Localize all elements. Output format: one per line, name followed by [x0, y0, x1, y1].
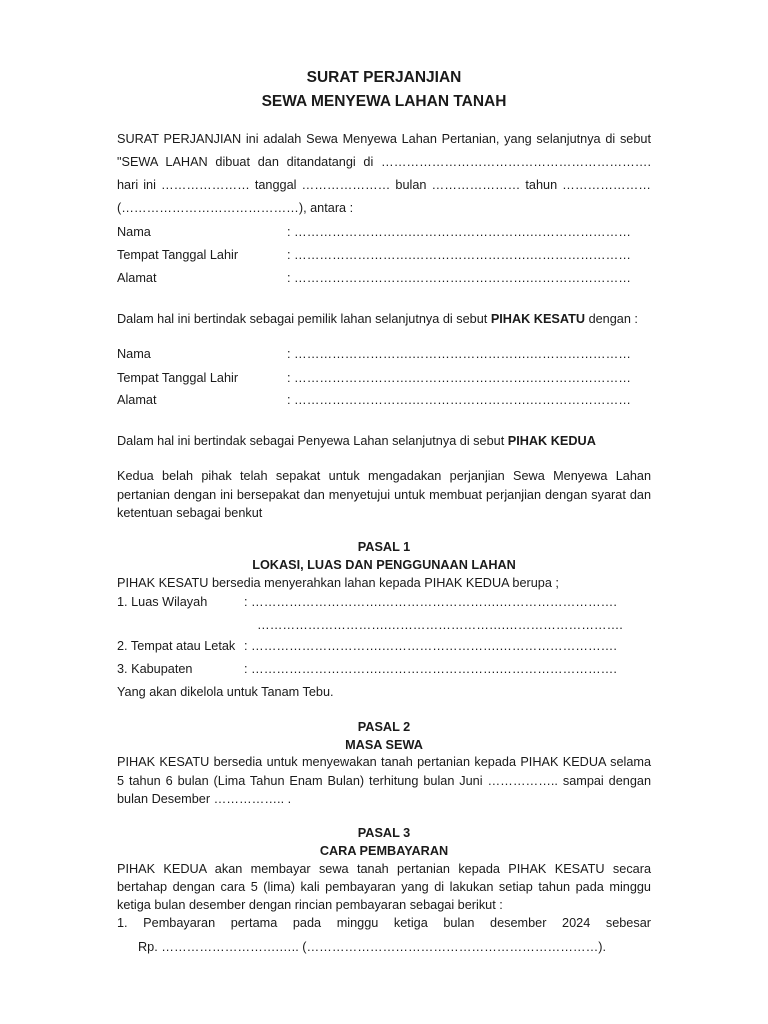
pasal1-intro: PIHAK KESATU bersedia menyerahkan lahan kepada PIHAK KEDUA berupa ;: [117, 576, 559, 590]
pihak-kedua-label: PIHAK KEDUA: [507, 434, 596, 448]
pasal1-item1-label: 1. Luas Wilayah: [117, 595, 208, 609]
agreement-line: pertanian dengan ini bersepakat dan menyetujui untuk membuat perjanjian dengan syarat dan: [117, 488, 651, 502]
document-subtitle: SEWA MENYEWA LAHAN TANAH: [261, 93, 507, 110]
party1-nama-label: Nama: [117, 225, 151, 239]
pasal3-heading: CARA PEMBAYARAN: [319, 844, 449, 858]
pasal3-item1: 1. Pembayaran pertama pada minggu ketiga bulan desember 2024 sebesar: [117, 916, 651, 930]
pasal3-number: PASAL 3: [357, 826, 411, 840]
pasal1-item3-value: : ………………………….……………………….……………………….: [244, 662, 617, 676]
pasal3-line: ketiga bulan desember dengan rincian pembayaran sebagai berikut :: [117, 898, 503, 912]
pasal1-item1-continuation: ………………………….……………………….……………………….: [257, 618, 623, 632]
pasal3-line: bertahap dengan cara 5 (lima) kali pembayaran yang di lakukan setiap tahun pada minggu: [117, 880, 651, 894]
party2-alamat-label: Alamat: [117, 393, 157, 407]
party2-ttl-value: : ……………………….……………………….……………………: [287, 371, 631, 385]
pasal2-number: PASAL 2: [357, 720, 411, 734]
party1-ttl-label: Tempat Tanggal Lahir: [117, 248, 239, 262]
party2-role-statement: Dalam hal ini bertindak sebagai Penyewa Lahan selanjutnya di sebut PIHAK KEDUA: [117, 434, 596, 448]
party1-alamat-value: : ……………………….……………………….……………………: [287, 271, 631, 285]
pasal1-heading: LOKASI, LUAS DAN PENGGUNAAN LAHAN: [252, 558, 516, 572]
agreement-line: Kedua belah pihak telah sepakat untuk mengadakan perjanjian Sewa Menyewa Lahan: [117, 469, 651, 483]
party2-nama-label: Nama: [117, 347, 151, 361]
pasal1-item3-label: 3. Kabupaten: [117, 662, 193, 676]
pasal3-line: PIHAK KEDUA akan membayar sewa tanah pertanian kepada PIHAK KESATU secara: [117, 862, 651, 876]
intro-line: (……………………………………), antara :: [117, 201, 354, 215]
pasal1-item2-label: 2. Tempat atau Letak: [117, 639, 236, 653]
party1-nama-value: : ……………………….……………………….……………………: [287, 225, 631, 239]
pasal2-heading: MASA SEWA: [345, 738, 423, 752]
pasal2-line: 5 tahun 6 bulan (Lima Tahun Enam Bulan) terhitung bulan Juni …………….. sampai dengan: [117, 774, 651, 788]
pasal2-line: bulan Desember …………….. .: [117, 792, 292, 806]
pasal1-item2-value: : ………………………….……………………….……………………….: [244, 639, 617, 653]
pasal1-item1-value: : ………………………….……………………….……………………….: [244, 595, 617, 609]
intro-line: hari ini ………………… tanggal ………………… bulan ………………… tahun …………………: [117, 178, 651, 192]
document-title: SURAT PERJANJIAN: [306, 69, 462, 86]
pasal1-number: PASAL 1: [357, 540, 411, 554]
party1-alamat-label: Alamat: [117, 271, 157, 285]
pihak-kesatu-label: PIHAK KESATU: [490, 312, 586, 326]
party1-role-statement: Dalam hal ini bertindak sebagai pemilik lahan selanjutnya di sebut PIHAK KESATU dengan :: [117, 312, 638, 326]
agreement-line: ketentuan sebagai benkut: [117, 506, 263, 520]
intro-line: SURAT PERJANJIAN ini adalah Sewa Menyewa Lahan Pertanian, yang selanjutnya di sebut: [117, 132, 651, 146]
party2-nama-value: : ……………………….……………………….……………………: [287, 347, 631, 361]
intro-line: "SEWA LAHAN dibuat dan ditandatangi di ……………………………………………………….: [117, 155, 651, 169]
party2-ttl-label: Tempat Tanggal Lahir: [117, 371, 239, 385]
pasal3-item1-amount: Rp. ……………………….….. (……………………………………………………………).: [138, 940, 607, 954]
pasal2-line: PIHAK KESATU bersedia untuk menyewakan tanah pertanian kepada PIHAK KEDUA selama: [117, 755, 651, 769]
party1-ttl-value: : ……………………….……………………….……………………: [287, 248, 631, 262]
party2-alamat-value: : ……………………….……………………….……………………: [287, 393, 631, 407]
pasal1-closing: Yang akan dikelola untuk Tanam Tebu.: [117, 685, 334, 699]
